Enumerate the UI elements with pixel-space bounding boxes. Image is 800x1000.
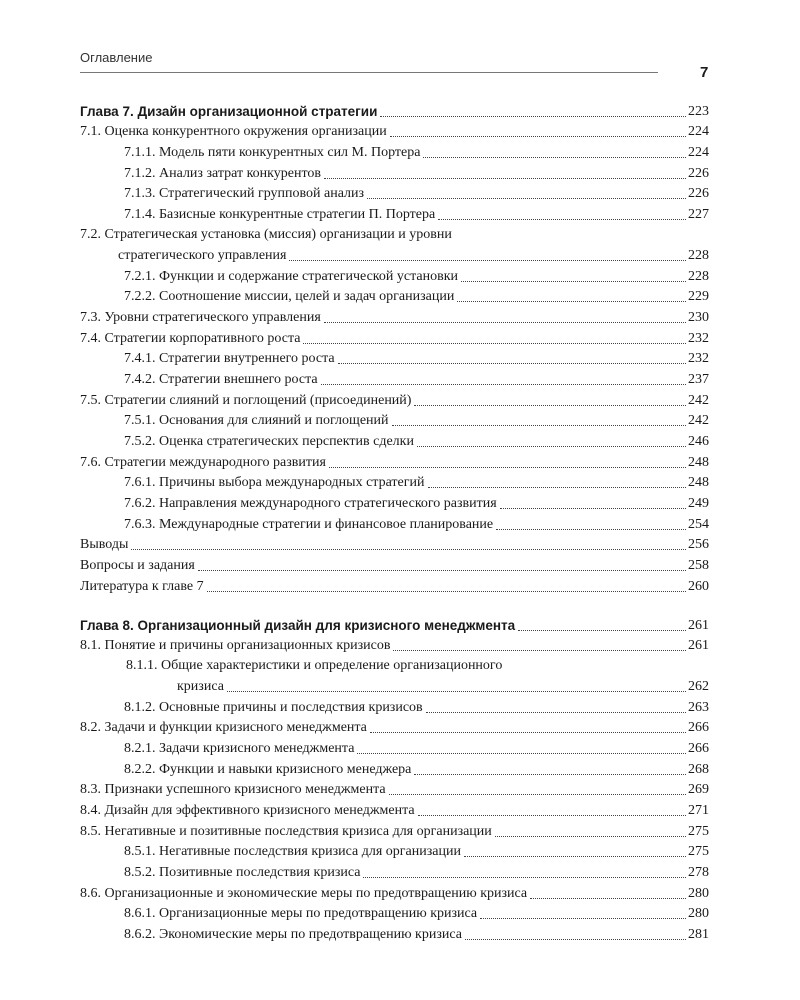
dot-leader xyxy=(131,548,686,550)
toc-page: 268 xyxy=(688,761,709,777)
toc-page: 228 xyxy=(688,247,709,263)
dot-leader xyxy=(461,280,686,282)
dot-leader xyxy=(363,876,686,878)
toc-title: 7.6.3. Международные стратегии и финансовое планирование xyxy=(124,516,494,532)
dot-leader xyxy=(426,711,686,713)
toc-page: 249 xyxy=(688,496,709,512)
toc-page: 232 xyxy=(688,351,709,367)
toc-subsection-8-5-2 xyxy=(80,862,709,883)
toc-chapter-7 xyxy=(80,101,709,122)
table-of-contents xyxy=(80,101,709,945)
dot-leader xyxy=(367,197,686,199)
toc-title: 7.2.2. Соотношение миссии, целей и задач организации xyxy=(124,289,455,305)
toc-subsection-8-2-2 xyxy=(80,759,709,780)
dot-leader xyxy=(303,342,686,344)
toc-title: 7.5. Стратегии слияний и поглощений (присоединений) xyxy=(80,392,412,408)
dot-leader xyxy=(370,731,686,733)
toc-title: 8.6.1. Организационные меры по предотвращению кризиса xyxy=(124,906,478,922)
toc-page: 248 xyxy=(688,454,709,470)
toc-page: 261 xyxy=(688,638,709,654)
dot-leader xyxy=(428,486,687,488)
toc-page: 242 xyxy=(688,392,709,408)
toc-page: 263 xyxy=(688,699,709,715)
toc-subsection-7-1-1 xyxy=(80,142,709,163)
toc-page: 227 xyxy=(688,207,709,223)
dot-leader xyxy=(480,917,686,919)
dot-leader xyxy=(423,156,686,158)
toc-subsection-7-6-3 xyxy=(80,514,709,535)
dot-leader xyxy=(500,507,686,509)
toc-section-8-6 xyxy=(80,883,709,904)
toc-title: 7.1. Оценка конкурентного окружения организации xyxy=(80,124,387,140)
toc-title: 8.5.1. Негативные последствия кризиса для организации xyxy=(124,844,461,860)
toc-page: 246 xyxy=(688,434,709,449)
toc-page: 278 xyxy=(688,865,709,881)
toc-questions-7 xyxy=(80,555,709,576)
dot-leader xyxy=(324,177,686,179)
toc-title: 7.1.2. Анализ затрат конкурентов xyxy=(124,165,322,181)
page-number: 7 xyxy=(700,64,709,81)
toc-page: 254 xyxy=(688,516,709,532)
toc-subsection-7-2-1 xyxy=(80,266,709,287)
toc-page: 280 xyxy=(688,885,709,901)
dot-leader xyxy=(464,855,686,857)
dot-leader xyxy=(357,752,686,754)
toc-page: 248 xyxy=(688,475,709,491)
dot-leader xyxy=(207,590,686,592)
toc-title: 8.2.1. Задачи кризисного менеджмента xyxy=(124,740,355,756)
toc-title: 8.3. Признаки успешного кризисного менеджмента xyxy=(80,782,386,798)
toc-section-8-1 xyxy=(80,636,709,657)
toc-title: 7.1.4. Базисные конкурентные стратегии П. Портера xyxy=(124,207,436,223)
toc-page: 258 xyxy=(688,558,709,574)
toc-page: 228 xyxy=(688,268,709,284)
toc-title: 8.1.2. Основные причины и последствия кризисов xyxy=(124,699,423,715)
toc-subsection-8-2-1 xyxy=(80,738,709,759)
toc-title: 7.6.2. Направления международного стратегического развития xyxy=(124,496,497,512)
toc-section-7-4 xyxy=(80,328,709,349)
dot-leader xyxy=(457,300,686,302)
toc-page: 224 xyxy=(688,145,709,161)
toc-page: 261 xyxy=(688,617,709,633)
toc-title: 7.3. Уровни стратегического управления xyxy=(80,309,321,325)
toc-page: 223 xyxy=(688,103,709,119)
dot-leader xyxy=(530,897,686,899)
toc-title: 7.6.1. Причины выбора международных стратегий xyxy=(124,475,425,491)
toc-title: 8.1. Понятие и причины организационных кризисов xyxy=(80,638,391,654)
toc-literature-7 xyxy=(80,576,709,597)
toc-subsection-7-1-2 xyxy=(80,163,709,184)
toc-page: 226 xyxy=(688,165,709,181)
toc-section-7-2 xyxy=(80,245,709,266)
toc-page: 266 xyxy=(688,740,709,756)
toc-title: кризиса xyxy=(177,678,224,694)
dot-leader xyxy=(329,466,686,468)
toc-title: 8.2. Задачи и функции кризисного менеджмента xyxy=(80,720,367,736)
toc-page: 242 xyxy=(688,413,709,429)
toc-page: 280 xyxy=(688,906,709,922)
toc-subsection-7-5-1 xyxy=(80,411,709,432)
toc-section-7-6 xyxy=(80,452,709,473)
toc-subsection-7-4-1 xyxy=(80,349,709,370)
toc-title: 7.1.1. Модель пяти конкурентных сил М. Портера xyxy=(124,145,421,161)
toc-page: 224 xyxy=(688,124,709,140)
toc-subsection-7-6-1 xyxy=(80,473,709,494)
toc-section-8-4 xyxy=(80,800,709,821)
dot-leader xyxy=(417,445,686,447)
toc-title: Глава 7. Дизайн организационной стратегии xyxy=(80,103,378,119)
toc-subsection-7-1-4 xyxy=(80,204,709,225)
toc-page: 271 xyxy=(688,803,709,818)
toc-title: 8.6. Организационные и экономические меры по предотвращению кризиса xyxy=(80,885,528,901)
toc-section-7-2-line1: 7.2. Стратегическая установка (миссия) организации и уровни xyxy=(80,227,452,243)
toc-title: 7.4. Стратегии корпоративного роста xyxy=(80,330,301,346)
dot-leader xyxy=(495,835,686,837)
toc-section-8-5 xyxy=(80,821,709,842)
dot-leader xyxy=(496,528,686,530)
toc-section-8-3 xyxy=(80,780,709,801)
toc-section-7-1 xyxy=(80,122,709,143)
dot-leader xyxy=(414,773,686,775)
toc-title: 7.5.2. Оценка стратегических перспектив сделки xyxy=(124,434,414,449)
chapter-gap xyxy=(80,597,709,615)
running-header: Оглавление xyxy=(80,50,153,65)
toc-page: 269 xyxy=(688,782,709,798)
dot-leader xyxy=(324,321,686,323)
dot-leader xyxy=(518,629,686,631)
dot-leader xyxy=(227,690,686,692)
dot-leader xyxy=(465,938,686,940)
toc-title: Выводы xyxy=(80,537,129,553)
toc-title: Глава 8. Организационный дизайн для кризисного менеджмента xyxy=(80,617,516,633)
toc-subsection-7-6-2 xyxy=(80,493,709,514)
dot-leader xyxy=(289,259,686,261)
toc-title: стратегического управления xyxy=(118,247,287,263)
dot-leader xyxy=(390,135,686,137)
toc-page: 226 xyxy=(688,186,709,202)
dot-leader xyxy=(438,218,686,220)
dot-leader xyxy=(393,649,686,651)
toc-title: 7.4.1. Стратегии внутреннего роста xyxy=(124,351,335,367)
toc-page: 230 xyxy=(688,309,709,325)
toc-title: 8.6.2. Экономические меры по предотвращению кризиса xyxy=(124,927,462,943)
toc-subsection-7-2-2 xyxy=(80,287,709,308)
toc-subsection-8-1-2 xyxy=(80,697,709,718)
header-divider xyxy=(80,72,658,73)
toc-title: 8.5. Негативные и позитивные последствия кризиса для организации xyxy=(80,823,492,839)
dot-leader xyxy=(321,383,686,385)
toc-subsection-8-6-1 xyxy=(80,904,709,925)
toc-subsection-7-4-2 xyxy=(80,369,709,390)
toc-title: 7.6. Стратегии международного развития xyxy=(80,454,326,470)
toc-subsection-7-1-3 xyxy=(80,184,709,205)
toc-title: 8.5.2. Позитивные последствия кризиса xyxy=(124,865,361,881)
toc-subsection-8-6-2 xyxy=(80,924,709,945)
toc-page: 281 xyxy=(688,927,709,943)
toc-page: 237 xyxy=(688,371,709,387)
toc-page: 256 xyxy=(688,537,709,553)
dot-leader xyxy=(380,115,686,117)
toc-page: 275 xyxy=(688,844,709,860)
toc-subsection-8-1-1-line1: 8.1.1. Общие характеристики и определение организационного xyxy=(126,658,503,674)
toc-conclusions-7 xyxy=(80,535,709,556)
toc-subsection-7-5-2 xyxy=(80,431,709,452)
toc-page: 262 xyxy=(688,678,709,694)
dot-leader xyxy=(338,362,686,364)
dot-leader xyxy=(414,404,686,406)
toc-page: 266 xyxy=(688,720,709,736)
toc-section-8-2 xyxy=(80,718,709,739)
toc-title: 7.4.2. Стратегии внешнего роста xyxy=(124,371,318,387)
dot-leader xyxy=(392,424,686,426)
dot-leader xyxy=(418,814,686,816)
toc-page: 232 xyxy=(688,330,709,346)
toc-title: 8.4. Дизайн для эффективного кризисного менеджмента xyxy=(80,803,415,818)
dot-leader xyxy=(198,569,686,571)
toc-subsection-8-5-1 xyxy=(80,842,709,863)
toc-title: 7.2.1. Функции и содержание стратегической установки xyxy=(124,268,458,284)
toc-title: 7.1.3. Стратегический групповой анализ xyxy=(124,186,365,202)
toc-page: 275 xyxy=(688,823,709,839)
toc-title: 7.5.1. Основания для слияний и поглощений xyxy=(124,413,389,429)
toc-chapter-8 xyxy=(80,615,709,636)
toc-section-7-3 xyxy=(80,307,709,328)
toc-title: Литература к главе 7 xyxy=(80,578,204,594)
toc-title: Вопросы и задания xyxy=(80,558,195,574)
dot-leader xyxy=(389,793,686,795)
toc-subsection-8-1-1 xyxy=(80,676,709,697)
toc-page: 260 xyxy=(688,578,709,594)
toc-title: 8.2.2. Функции и навыки кризисного менеджера xyxy=(124,761,412,777)
toc-section-7-5 xyxy=(80,390,709,411)
toc-page: 229 xyxy=(688,289,709,305)
